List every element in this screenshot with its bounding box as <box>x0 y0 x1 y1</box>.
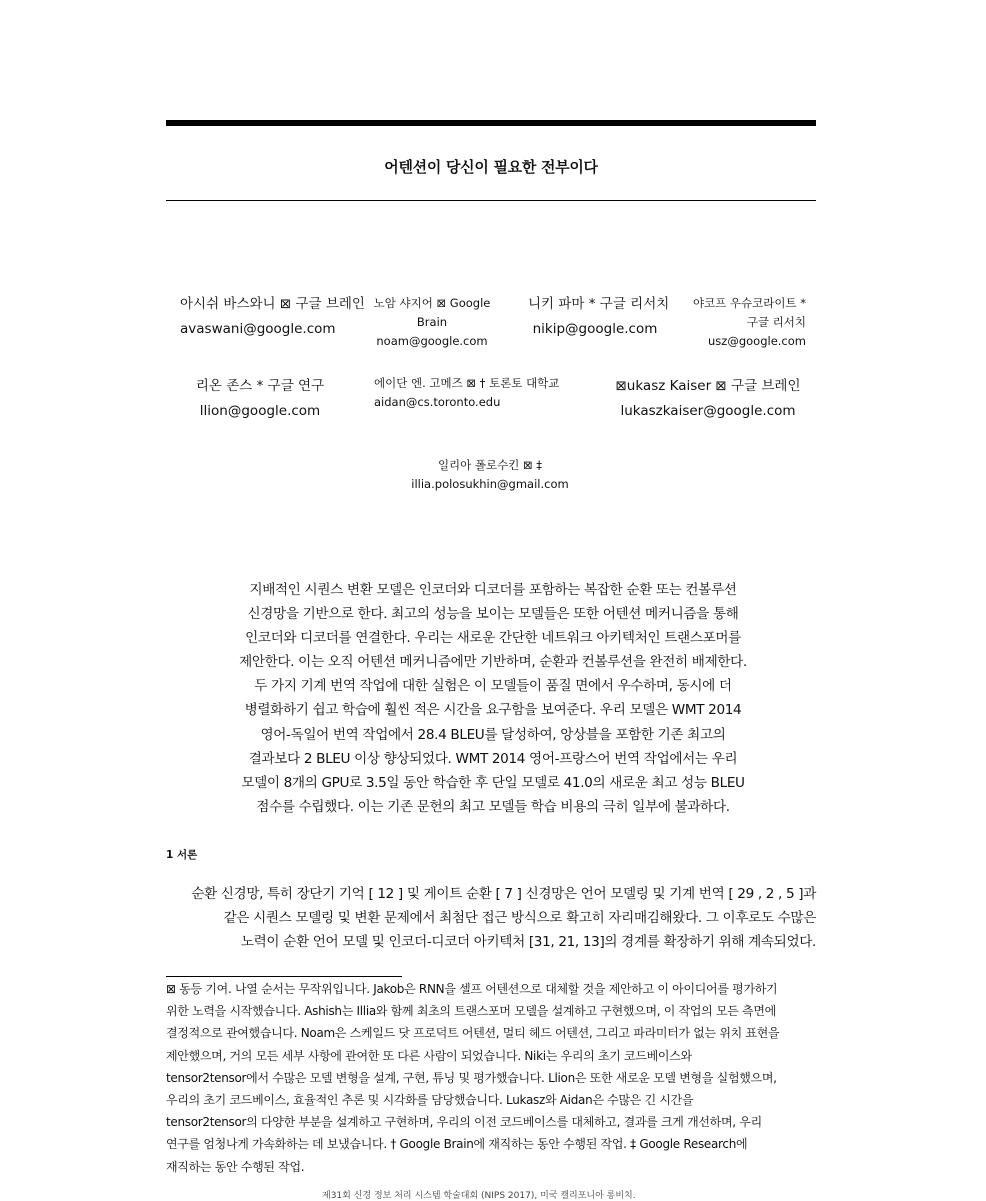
footnote-rule <box>166 976 402 977</box>
author-gomez <box>374 374 559 412</box>
title-top-rule <box>166 120 816 126</box>
author-email: lukaszkaiser@google.com <box>620 403 796 419</box>
author-email: illia.polosukhin@gmail.com <box>411 477 569 491</box>
abstract-line: 신경망을 기반으로 한다. 최고의 성능을 보이는 모델들은 또한 어텐션 메커니즘을 통해 <box>247 606 739 623</box>
conference-footer: 제31회 신경 정보 처리 시스템 학술대회 (NIPS 2017), 미국 캘리포니아 롱비치. <box>322 1191 636 1201</box>
author-name: 에이단 엔. 고메즈 ⊠ † 토론토 대학교 <box>374 376 560 390</box>
paper-title: 어텐션이 당신이 필요한 전부이다 <box>384 158 598 176</box>
abstract-line: 결과보다 2 BLEU 이상 향상되었다. WMT 2014 영어-프랑스어 번역 작업에서는 우리 <box>248 750 738 767</box>
author-name: 야코프 우슈코라이트 * <box>692 296 806 310</box>
abstract-line: 두 가지 기계 번역 작업에 대한 실험은 이 모델들이 품질 면에서 우수하며, 동시에 더 <box>254 678 732 695</box>
author-vaswani <box>180 292 365 342</box>
abstract-line: 모델이 8개의 GPU로 3.5일 동안 학습한 후 단일 모델로 41.0의 새로운 최고 성능 BLEU <box>241 774 745 791</box>
author-email: nikip@google.com <box>532 321 658 337</box>
intro-line: 순환 신경망, 특히 장단기 기억 [ 12 ] 및 게이트 순환 [ 7 ] 신경망은 언어 모델링 및 기계 번역 [ 29 , 2 , 5 ]과 <box>191 886 816 902</box>
footnote-line: ⊠ 동등 기여. 나열 순서는 무작위입니다. Jakob은 RNN을 셀프 어텐션으로 대체할 것을 제안하고 이 아이디어를 평가하기 <box>166 982 778 996</box>
abstract-line: 영어-독일어 번역 작업에서 28.4 BLEU를 달성하여, 앙상블을 포함한 기존 최고의 <box>260 726 726 743</box>
intro-line: 같은 시퀀스 모델링 및 변환 문제에서 최첨단 접근 방식으로 확고히 자리매김해왔다. 그 이후로도 수많은 <box>223 910 816 927</box>
abstract-line: 병렬화하기 쉽고 학습에 훨씬 적은 시간을 요구함을 보여준다. 우리 모델은 WMT 2014 <box>244 702 742 719</box>
author-name: ⊠ukasz Kaiser ⊠ 구글 브레인 <box>615 378 801 394</box>
author-polosukhin <box>390 456 590 494</box>
author-email: usz@google.com <box>708 334 806 348</box>
author-kaiser <box>598 374 818 424</box>
abstract-line: 인코더와 디코더를 연결한다. 우리는 새로운 간단한 네트워크 아키텍처인 트랜스포머를 <box>245 630 741 647</box>
author-name: 니키 파마 * 구글 리서치 <box>528 296 670 312</box>
author-email: noam@google.com <box>376 334 488 348</box>
footnote-line: 우리의 초기 코드베이스, 효율적인 추론 및 시각화를 담당했습니다. Lukasz와 Aidan은 수많은 긴 시간을 <box>166 1093 694 1108</box>
abstract-line: 제안한다. 이는 오직 어텐션 메커니즘에만 기반하며, 순환과 컨볼루션을 완전히 배제한다. <box>239 654 747 671</box>
footnote-line: tensor2tensor의 다양한 부분을 설계하고 구현하며, 우리의 이전 코드베이스를 대체하고, 결과를 크게 개선하며, 우리 <box>166 1115 762 1130</box>
author-jones <box>190 374 330 424</box>
intro-line: 노력이 순환 언어 모델 및 인코더-디코더 아키텍처 [31, 21, 13]의 경계를 확장하기 위해 계속되었다. <box>240 934 816 951</box>
author-shazeer <box>372 294 492 351</box>
author-name: 일리아 폴로수킨 ⊠ ‡ <box>437 458 543 472</box>
abstract <box>196 578 790 819</box>
footnote-line: 위한 노력을 시작했습니다. Ashish는 Illia와 함께 최초의 트랜스포머 모델을 설계하고 구현했으며, 이 작업의 모든 측면에 <box>166 1004 776 1019</box>
footnote-line: 제안했으며, 거의 모든 세부 사항에 관여한 또 다른 사람이 되었습니다. Niki는 우리의 초기 코드베이스와 <box>166 1048 692 1063</box>
author-email: aidan@cs.toronto.edu <box>374 395 501 409</box>
footnote-line: tensor2tensor에서 수많은 모델 변형을 설계, 구현, 튜닝 및 평가했습니다. Llion은 또한 새로운 모델 변형을 실험했으며, <box>166 1070 777 1085</box>
author-parmar <box>528 292 670 342</box>
author-affiliation: Brain <box>416 315 448 329</box>
abstract-line: 지배적인 시퀀스 변환 모델은 인코더와 디코더를 포함하는 복잡한 순환 또는 컨볼루션 <box>249 582 737 598</box>
footnote-line: 재직하는 동안 수행된 작업. <box>166 1159 305 1174</box>
author-name: 아시쉬 바스와니 ⊠ 구글 브레인 <box>180 296 365 312</box>
author-name: 리온 존스 * 구글 연구 <box>195 378 325 394</box>
footnote <box>166 978 826 1178</box>
author-email: llion@google.com <box>199 403 321 419</box>
author-name: 노암 샤지어 ⊠ Google <box>373 296 491 310</box>
abstract-line: 점수를 수립했다. 이는 기존 문헌의 최고 모델들 학습 비용의 극히 일부에 불과하다. <box>256 798 730 815</box>
footnote-line: 결정적으로 관여했습니다. Noam은 스케일드 닷 프로덕트 어텐션, 멀티 헤드 어텐션, 그리고 파라미터가 없는 위치 표현을 <box>166 1026 780 1041</box>
author-affiliation: 구글 리서치 <box>746 315 806 329</box>
introduction-paragraph <box>140 882 816 955</box>
author-email: avaswani@google.com <box>180 321 336 337</box>
title-bottom-rule <box>166 200 816 201</box>
author-uszkoreit <box>690 294 806 351</box>
section-heading-introduction: 1 서론 <box>166 849 198 861</box>
footnote-line: 연구를 엄청나게 가속화하는 데 보냈습니다. † Google Brain에 재직하는 동안 수행된 작업. ‡ Google Research에 <box>166 1137 748 1152</box>
